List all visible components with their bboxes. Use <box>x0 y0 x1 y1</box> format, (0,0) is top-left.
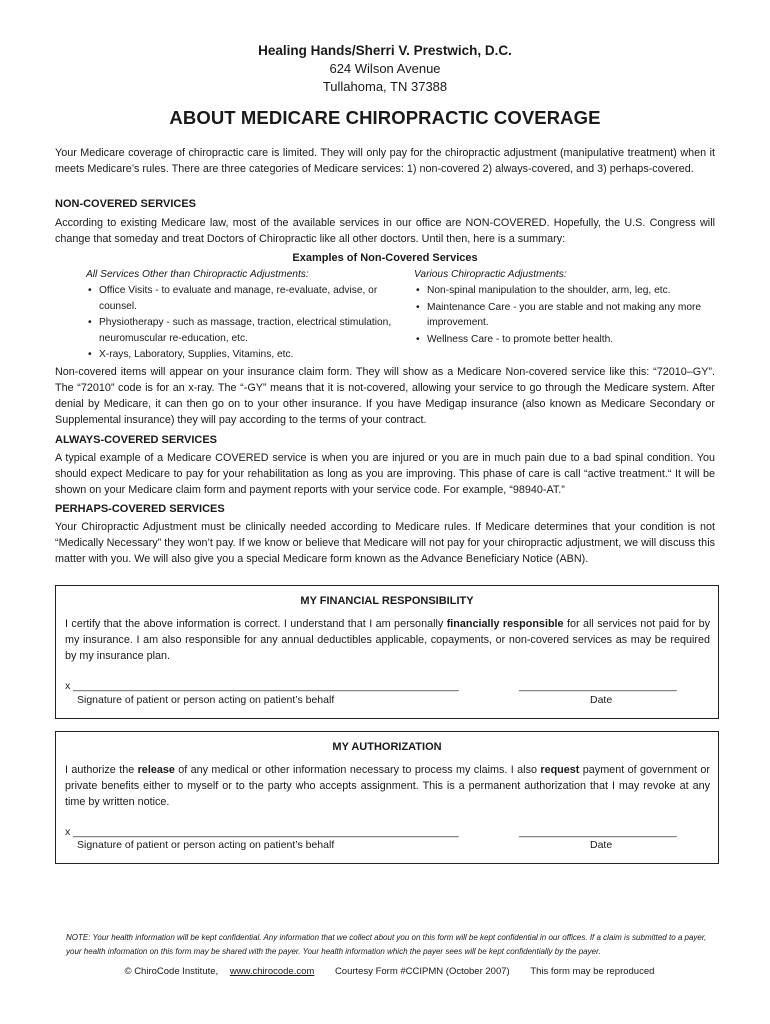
list-item: • Office Visits - to evaluate and manage, re-evaluate, advise, or counsel. <box>88 285 378 312</box>
signature-line[interactable]: x __________________________________________________________________ <box>65 826 459 838</box>
bullet-icon: • <box>88 349 92 360</box>
always-covered-heading: ALWAYS-COVERED SERVICES <box>55 434 217 446</box>
confidentiality-note: NOTE: Your health information will be kept confidential. Any information that we collect about you on this form will be kept confidential in our offices. If a claim is submitted to a payer, your health information on this form may be shared with the payer. Your health information which the payer sees will be kept confidentially by the payer. <box>66 933 707 956</box>
authorization-title: MY AUTHORIZATION <box>332 741 442 753</box>
signature-line[interactable]: x __________________________________________________________________ <box>65 680 459 692</box>
examples-left-list <box>86 283 396 363</box>
bullet-icon: • <box>416 333 420 345</box>
date-line[interactable]: ___________________________ <box>519 680 677 692</box>
signature-label: Signature of patient or person acting on patient’s behalf <box>77 839 335 851</box>
authorization-box <box>55 731 719 864</box>
date-line[interactable]: ___________________________ <box>519 826 677 838</box>
list-item: • Maintenance Care - you are stable and not making any more improvement. <box>416 301 702 328</box>
non-covered-heading: NON-COVERED SERVICES <box>55 198 196 210</box>
examples-left-heading: All Services Other than Chiropractic Adjustments: <box>86 269 309 280</box>
examples-left-column <box>86 269 396 364</box>
authorization-text: I authorize the release of any medical or other information necessary to process my claims. I also request payment of government or private benefits either to myself or to the party who accepts assignment. This is a permanent authorization that I may revoke at any time by written notice. <box>65 764 710 808</box>
list-item: • Wellness Care - to promote better health. <box>414 332 709 348</box>
list-item: • X-rays, Laboratory, Supplies, Vitamins, etc. <box>86 347 396 363</box>
non-covered-text: According to existing Medicare law, most of the available services in our office are NON-COVERED. Hopefully, the U.S. Congress will change that someday and treat Doctors of Chiropractic like all other doctors. Until then, here is a summary: <box>55 217 715 245</box>
examples-title: Examples of Non-Covered Services <box>292 252 478 264</box>
practice-city: Tullahoma, TN 37388 <box>322 79 448 94</box>
list-item: • Physiotherapy - such as massage, traction, electrical stimulation, neuromuscular re-education, etc. <box>88 317 392 344</box>
perhaps-covered-heading: PERHAPS-COVERED SERVICES <box>55 503 225 515</box>
document-title: ABOUT MEDICARE CHIROPRACTIC COVERAGE <box>169 107 601 128</box>
date-label: Date <box>590 839 613 851</box>
list-item: • Non-spinal manipulation to the shoulder, arm, leg, etc. <box>414 283 709 299</box>
practice-name: Healing Hands/Sherri V. Prestwich, D.C. <box>258 43 512 58</box>
bullet-icon: • <box>416 301 420 313</box>
chirocode-link[interactable]: www.chirocode.com <box>229 966 315 977</box>
financial-title: MY FINANCIAL RESPONSIBILITY <box>300 595 474 607</box>
bullet-icon: • <box>88 285 92 296</box>
examples-right-column <box>414 269 709 348</box>
footer-reproduce: This form may be reproduced <box>530 966 655 977</box>
footer-form-id: Courtesy Form #CCIPMN (October 2007) <box>334 966 510 977</box>
date-label: Date <box>590 694 613 706</box>
always-covered-text: A typical example of a Medicare COVERED service is when you are injured or you are in much pain due to a bad spinal condition. You should expect Medicare to pay for your rehabilitation as long as you are improving. This phase of care is call “active treatment.“ It will be shown on your Medicare claim form and payment reports with your service code. For example, “98940-AT.” <box>55 452 715 496</box>
signature-label: Signature of patient or person acting on patient’s behalf <box>77 694 335 706</box>
financial-text: I certify that the above information is correct. I understand that I am personally financially responsible for all services not paid for by my insurance. I am also responsible for any annual deductibles applicable, copayments, or non-covered services as may be required by my insurance plan. <box>65 618 710 662</box>
footer-copyright: © ChiroCode Institute, www.chirocode.com <box>124 966 315 977</box>
intro-paragraph: Your Medicare coverage of chiropractic care is limited. They will only pay for the chiropractic adjustment (manipulative treatment) when it meets Medicare’s rules. There are three categories of Medicare services: 1) non-covered 2) always-covered, and 3) perhaps-covered. <box>55 147 715 175</box>
bullet-icon: • <box>416 285 420 296</box>
perhaps-covered-text: Your Chiropractic Adjustment must be clinically needed according to Medicare rules. If Medicare determines that your condition is not “Medically Necessary” they won’t pay. If we know or believe that Medicare will not pay for your chiropractic adjustment, we will discuss this matter with you. We will also give you a special Medicare form known as the Advance Beneficiary Notice (ABN). <box>55 521 715 565</box>
footer <box>0 966 770 977</box>
practice-street: 624 Wilson Avenue <box>329 61 441 76</box>
financial-responsibility-box <box>55 585 719 719</box>
non-covered-followup: Non-covered items will appear on your insurance claim form. They will show as a Medicare Non-covered service like this: “72010–GY”. The “72010” code is for an x-ray. The “-GY” means that it is not-covered, allowing your service to go through the Medicare system. After denial by Medicare, it can then go on to your other insurance. If you have Medigap insurance (also known as Medicare Secondary or Supplemental insurance) they will pay according to the terms of your contract. <box>55 366 715 426</box>
examples-right-list <box>414 283 709 347</box>
examples-right-heading: Various Chiropractic Adjustments: <box>414 269 567 280</box>
bullet-icon: • <box>88 317 92 328</box>
